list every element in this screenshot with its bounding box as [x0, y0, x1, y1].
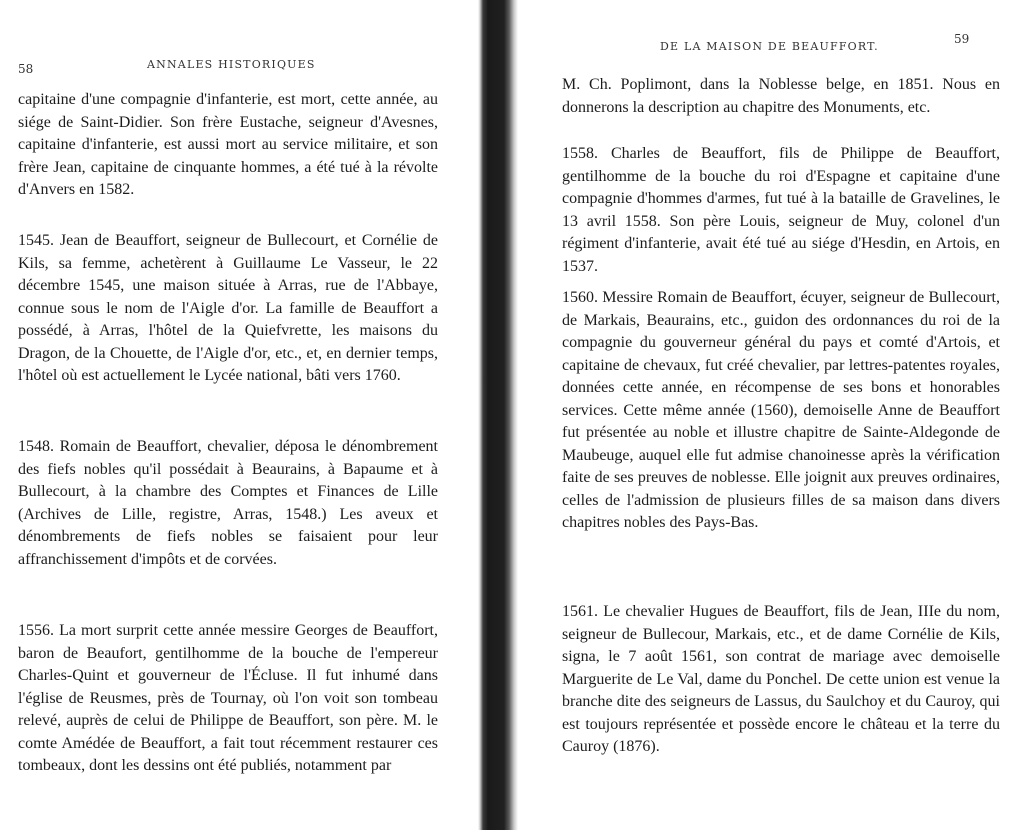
left-page: [0, 0, 478, 830]
book-gutter: [478, 0, 518, 830]
paragraph-1545: 1545. Jean de Beauffort, seigneur de Bullecourt, et Cornélie de Kils, sa femme, achetèrent à Guillaume Le Vasseur, le 22 décembre 1545, une maison située à Arras, rue de l'Abbaye, connue sous le nom de l'Aigle d'or. La famille de Beauffort a possédé, à Arras, l'hôtel de la Quiefvrette, les maisons du Dragon, de la Chouette, de l'Aigle d'or, etc., et, en dernier temps, l'hôtel où est actuellement le Lycée national, bâti vers 1760.: [18, 232, 438, 384]
paragraph-1548: 1548. Romain de Beauffort, chevalier, déposa le dénombrement des fiefs nobles qu'il possédait à Beaurains, à Bapaume et à Bullecourt, à la chambre des Comptes et Finances de Lille (Archives de Lille, registre, Arras, 1548.) Les aveux et dénombrements de fiefs nobles se faisaient pour leur affranchissement d'impôts et de corvées.: [18, 438, 438, 568]
paragraph-1556: 1556. La mort surprit cette année messire Georges de Beauffort, baron de Beaufort, gentilhomme de la bouche de l'empereur Charles-Quint et gouverneur de l'Écluse. Il fut inhumé dans l'église de Reusmes, près de Tournay, où l'on voit son tombeau relevé, auprès de celui de Philippe de Beauffort, son père. M. le comte Amédée de Beauffort, a fait tout récemment restaurer ces tombeaux, dont les dessins ont été publiés, notamment par: [18, 622, 438, 774]
right-page: [518, 0, 1024, 830]
paragraph-1560: 1560. Messire Romain de Beauffort, écuyer, seigneur de Bullecourt, de Markais, Beaurains, etc., guidon des ordonnances du roi de la compagnie du gouverneur général du pays et comté d'Artois, et capitaine de chevaux, fut créé chevalier, par lettres-patentes royales, données cette année, en récompense de ses bons et honorables services. Cette même année (1560), demoiselle Anne de Beauffort fut présentée au noble et illustre chapitre de Sainte-Aldegonde de Maubeuge, auquel elle fut admise chanoinesse après la vérification faite de ses preuves de noblesse. Elle joignit aux preuves ordinaires, celles de l'admission de plusieurs filles de sa maison dans divers chapitres nobles des Pays-Bas.: [562, 289, 1000, 531]
page-number: 59: [954, 32, 970, 46]
paragraph: M. Ch. Poplimont, dans la Noblesse belge, en 1851. Nous en donnerons la description au chapitre des Monuments, etc.: [562, 76, 1000, 116]
paragraph: capitaine d'une compagnie d'infanterie, est mort, cette année, au siége de Saint-Didier. Son frère Eustache, seigneur d'Avesnes, capitaine d'infanterie, est aussi mort au service militaire, et son frère Jean, capitaine de cinquante hommes, a été tué à la révolte d'Anvers en 1582.: [18, 91, 438, 198]
running-head: ANNALES HISTORIQUES: [147, 58, 316, 71]
paragraph-1558: 1558. Charles de Beauffort, fils de Philippe de Beauffort, gentilhomme de la bouche du roi d'Espagne et capitaine d'une compagnie d'hommes d'armes, fut tué à la bataille de Gravelines, le 13 avril 1558. Son père Louis, seigneur de Muy, colonel d'un régiment d'infanterie, avait été tué au siége d'Hesdin, en Artois, en 1537.: [562, 145, 1000, 275]
running-head: DE LA MAISON DE BEAUFFORT.: [660, 40, 879, 53]
paragraph-1561: 1561. Le chevalier Hugues de Beauffort, fils de Jean, IIIe du nom, seigneur de Bullecour, Markais, etc., et de dame Cornélie de Kils, signa, le 7 août 1561, son contrat de mariage avec demoiselle Marguerite de Le Val, dame du Ponchel. De cette union est venue la branche dite des seigneurs de Lassus, du Saulchoy et du Cauroy, qui est toujours représentée et possède encore le château et la terre du Cauroy (1876).: [562, 603, 1000, 755]
page-number: 58: [18, 62, 34, 76]
